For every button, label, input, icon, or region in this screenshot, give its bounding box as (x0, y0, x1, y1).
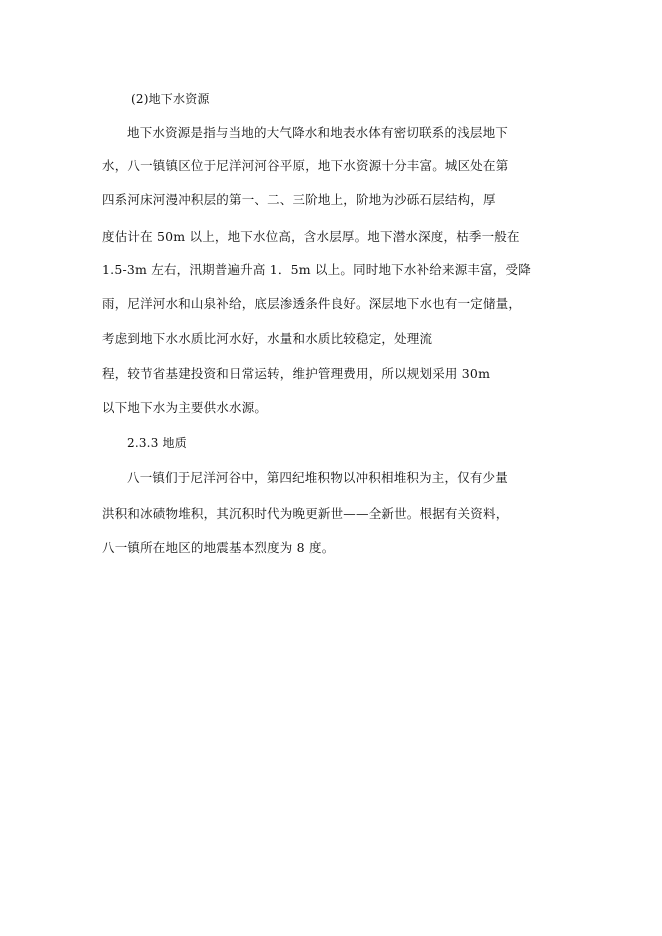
paragraph-line: 洪积和冰碛物堆积，其沉积时代为晚更新世——全新世。根据有关资料， (102, 506, 509, 521)
paragraph-line: 度估计在 50m 以上，地下水位高，含水层厚。地下潜水深度，枯季一般在 (102, 229, 520, 244)
paragraph-line: 程，较节省基建投资和日常运转，维护管理费用，所以规划采用 30m (102, 366, 491, 381)
geology-heading: 2.3.3 地质 (127, 436, 187, 450)
paragraph-line: 1.5-3m 左右，汛期普遍升高 1．5m 以上。同时地下水补给来源丰富，受降 (102, 262, 531, 277)
paragraph-line: 八一镇们于尼洋河谷中，第四纪堆积物以冲积相堆积为主，仅有少量 (127, 470, 509, 485)
paragraph-line: 考虑到地下水水质比河水好，水量和水质比较稳定，处理流 (102, 331, 433, 346)
paragraph-line: 地下水资源是指与当地的大气降水和地表水体有密切联系的浅层地下 (127, 125, 509, 140)
paragraph-line: 以下地下水为主要供水水源。 (102, 400, 268, 415)
paragraph-line: 四系河床河漫冲积层的第一、二、三阶地上，阶地为沙砾石层结构，厚 (102, 192, 496, 207)
paragraph-line: 八一镇所在地区的地震基本烈度为 8 度。 (102, 540, 335, 555)
groundwater-heading: (2)地下水资源 (131, 92, 210, 106)
paragraph-line: 雨，尼洋河水和山泉补给，底层渗透条件良好。深层地下水也有一定储量， (102, 296, 522, 311)
paragraph-line: 水，八一镇镇区位于尼洋河河谷平原，地下水资源十分丰富。城区处在第 (102, 158, 509, 173)
